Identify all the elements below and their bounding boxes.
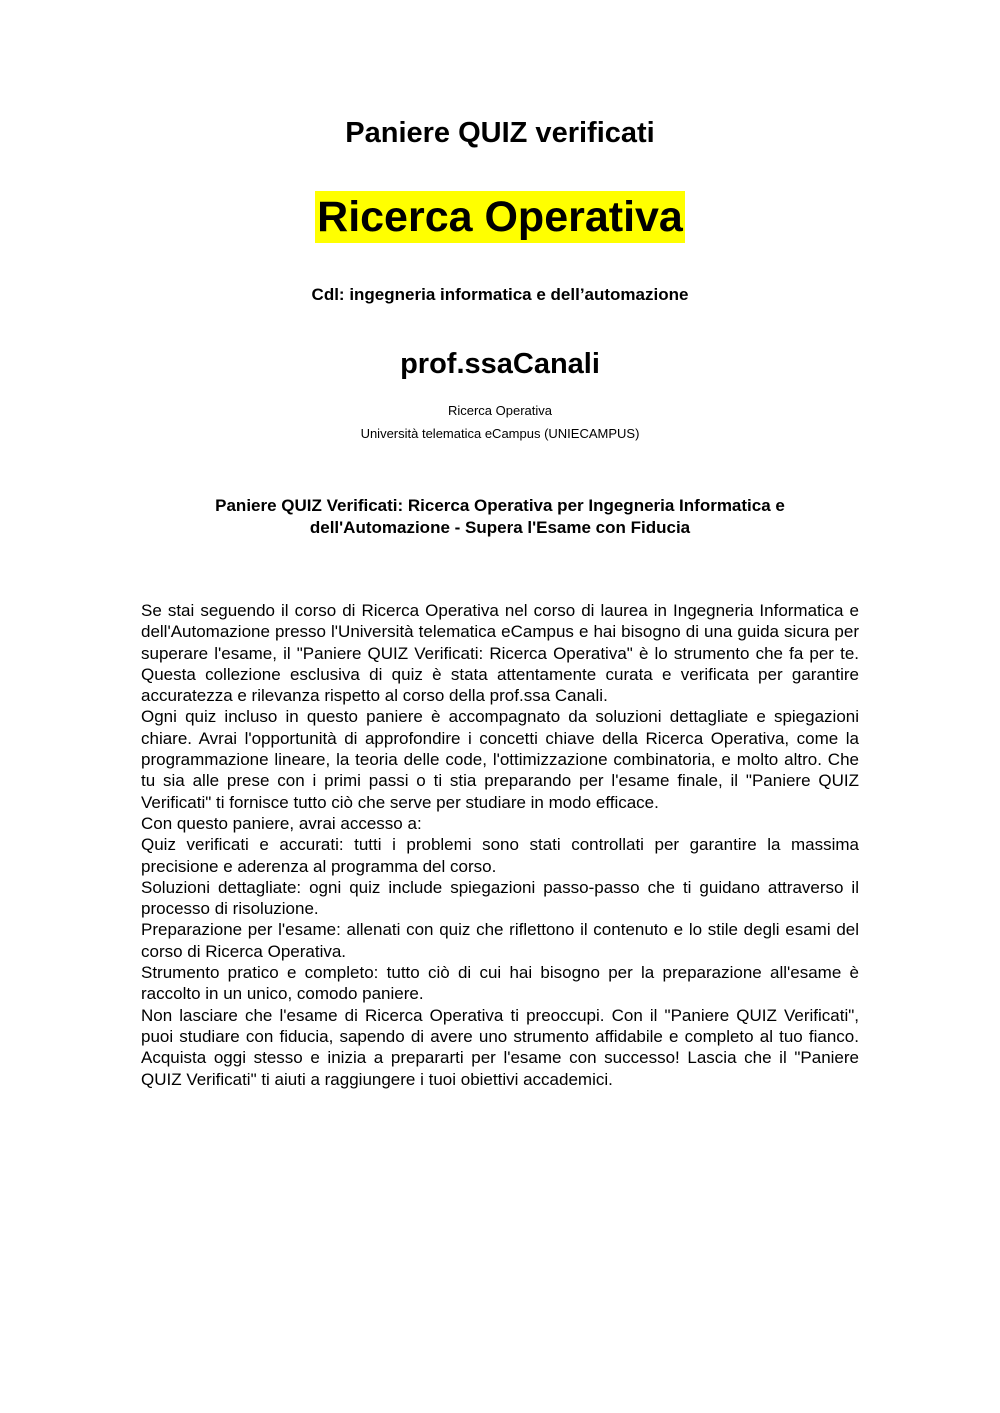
professor-name: prof.ssaCanali [400, 348, 600, 380]
paragraph-intro: Se stai seguendo il corso di Ricerca Operativa nel corso di laurea in Ingegneria Informatica e dell'Automazione presso l'Università telematica eCampus e hai bisogno di una guida sicura per superare l'esame, il "Paniere QUIZ Verificati: Ricerca Operativa" è lo strumento che fa per te. Questa collezione esclusiva di quiz è stata attentamente curata e verificata per garantire accuratezza e rilevanza rispetto al corso della prof.ssa Canali. [141, 601, 859, 706]
paragraph-verified-quiz: Quiz verificati e accurati: tutti i problemi sono stati controllati per garantire la massima precisione e aderenza al programma del corso. [141, 835, 859, 876]
body-text [141, 600, 859, 1090]
course-name-line: Ricerca Operativa [447, 403, 553, 418]
document-title: Paniere QUIZ verificati [345, 117, 655, 149]
paragraph-exam-preparation: Preparazione per l'esame: allenati con quiz che riflettono il contenuto e lo stile degli esami del corso di Ricerca Operativa. [141, 920, 859, 961]
section-heading-line-1: Paniere QUIZ Verificati: Ricerca Operativa per Ingegneria Informatica e [215, 496, 785, 515]
paragraph-closing: Non lasciare che l'esame di Ricerca Operativa ti preoccupi. Con il "Paniere QUIZ Verificati", puoi studiare con fiducia, sapendo di avere uno strumento affidabile e completo al tuo fianco. Acquista oggi stesso e inizia a prepararti per l'esame con successo! Lascia che il "Paniere QUIZ Verificati" ti aiuti a raggiungere i tuoi obiettivi accademici. [141, 1005, 859, 1089]
subject-title-wrap [0, 191, 1000, 243]
degree-course-line: Cdl: ingegneria informatica e dell’automazione [311, 285, 689, 304]
subject-title-highlighted: Ricerca Operativa [317, 193, 683, 241]
paragraph-quiz-details: Ogni quiz incluso in questo paniere è accompagnato da soluzioni dettagliate e spiegazioni chiare. Avrai l'opportunità di approfondire i concetti chiave della Ricerca Operativa, come la programmazione lineare, la teoria delle code, l'ottimizzazione combinatoria, e molto altro. Che tu sia alle prese con i primi passi o ti stia preparando per l'esame finale, il "Paniere QUIZ Verificati" ti fornisce tutto ciò che serve per studiare in modo efficace. [141, 707, 859, 812]
university-line: Università telematica eCampus (UNIECAMPUS) [360, 426, 640, 441]
section-heading-line-2: dell'Automazione - Supera l'Esame con Fiducia [309, 518, 691, 537]
paragraph-practical-tool: Strumento pratico e completo: tutto ciò di cui hai bisogno per la preparazione all'esame è raccolto in un unico, comodo paniere. [141, 963, 859, 1004]
section-heading [140, 495, 860, 539]
paragraph-access-intro: Con questo paniere, avrai accesso a: [141, 813, 422, 833]
paragraph-detailed-solutions: Soluzioni dettagliate: ogni quiz include spiegazioni passo-passo che ti guidano attraverso il processo di risoluzione. [141, 877, 859, 919]
